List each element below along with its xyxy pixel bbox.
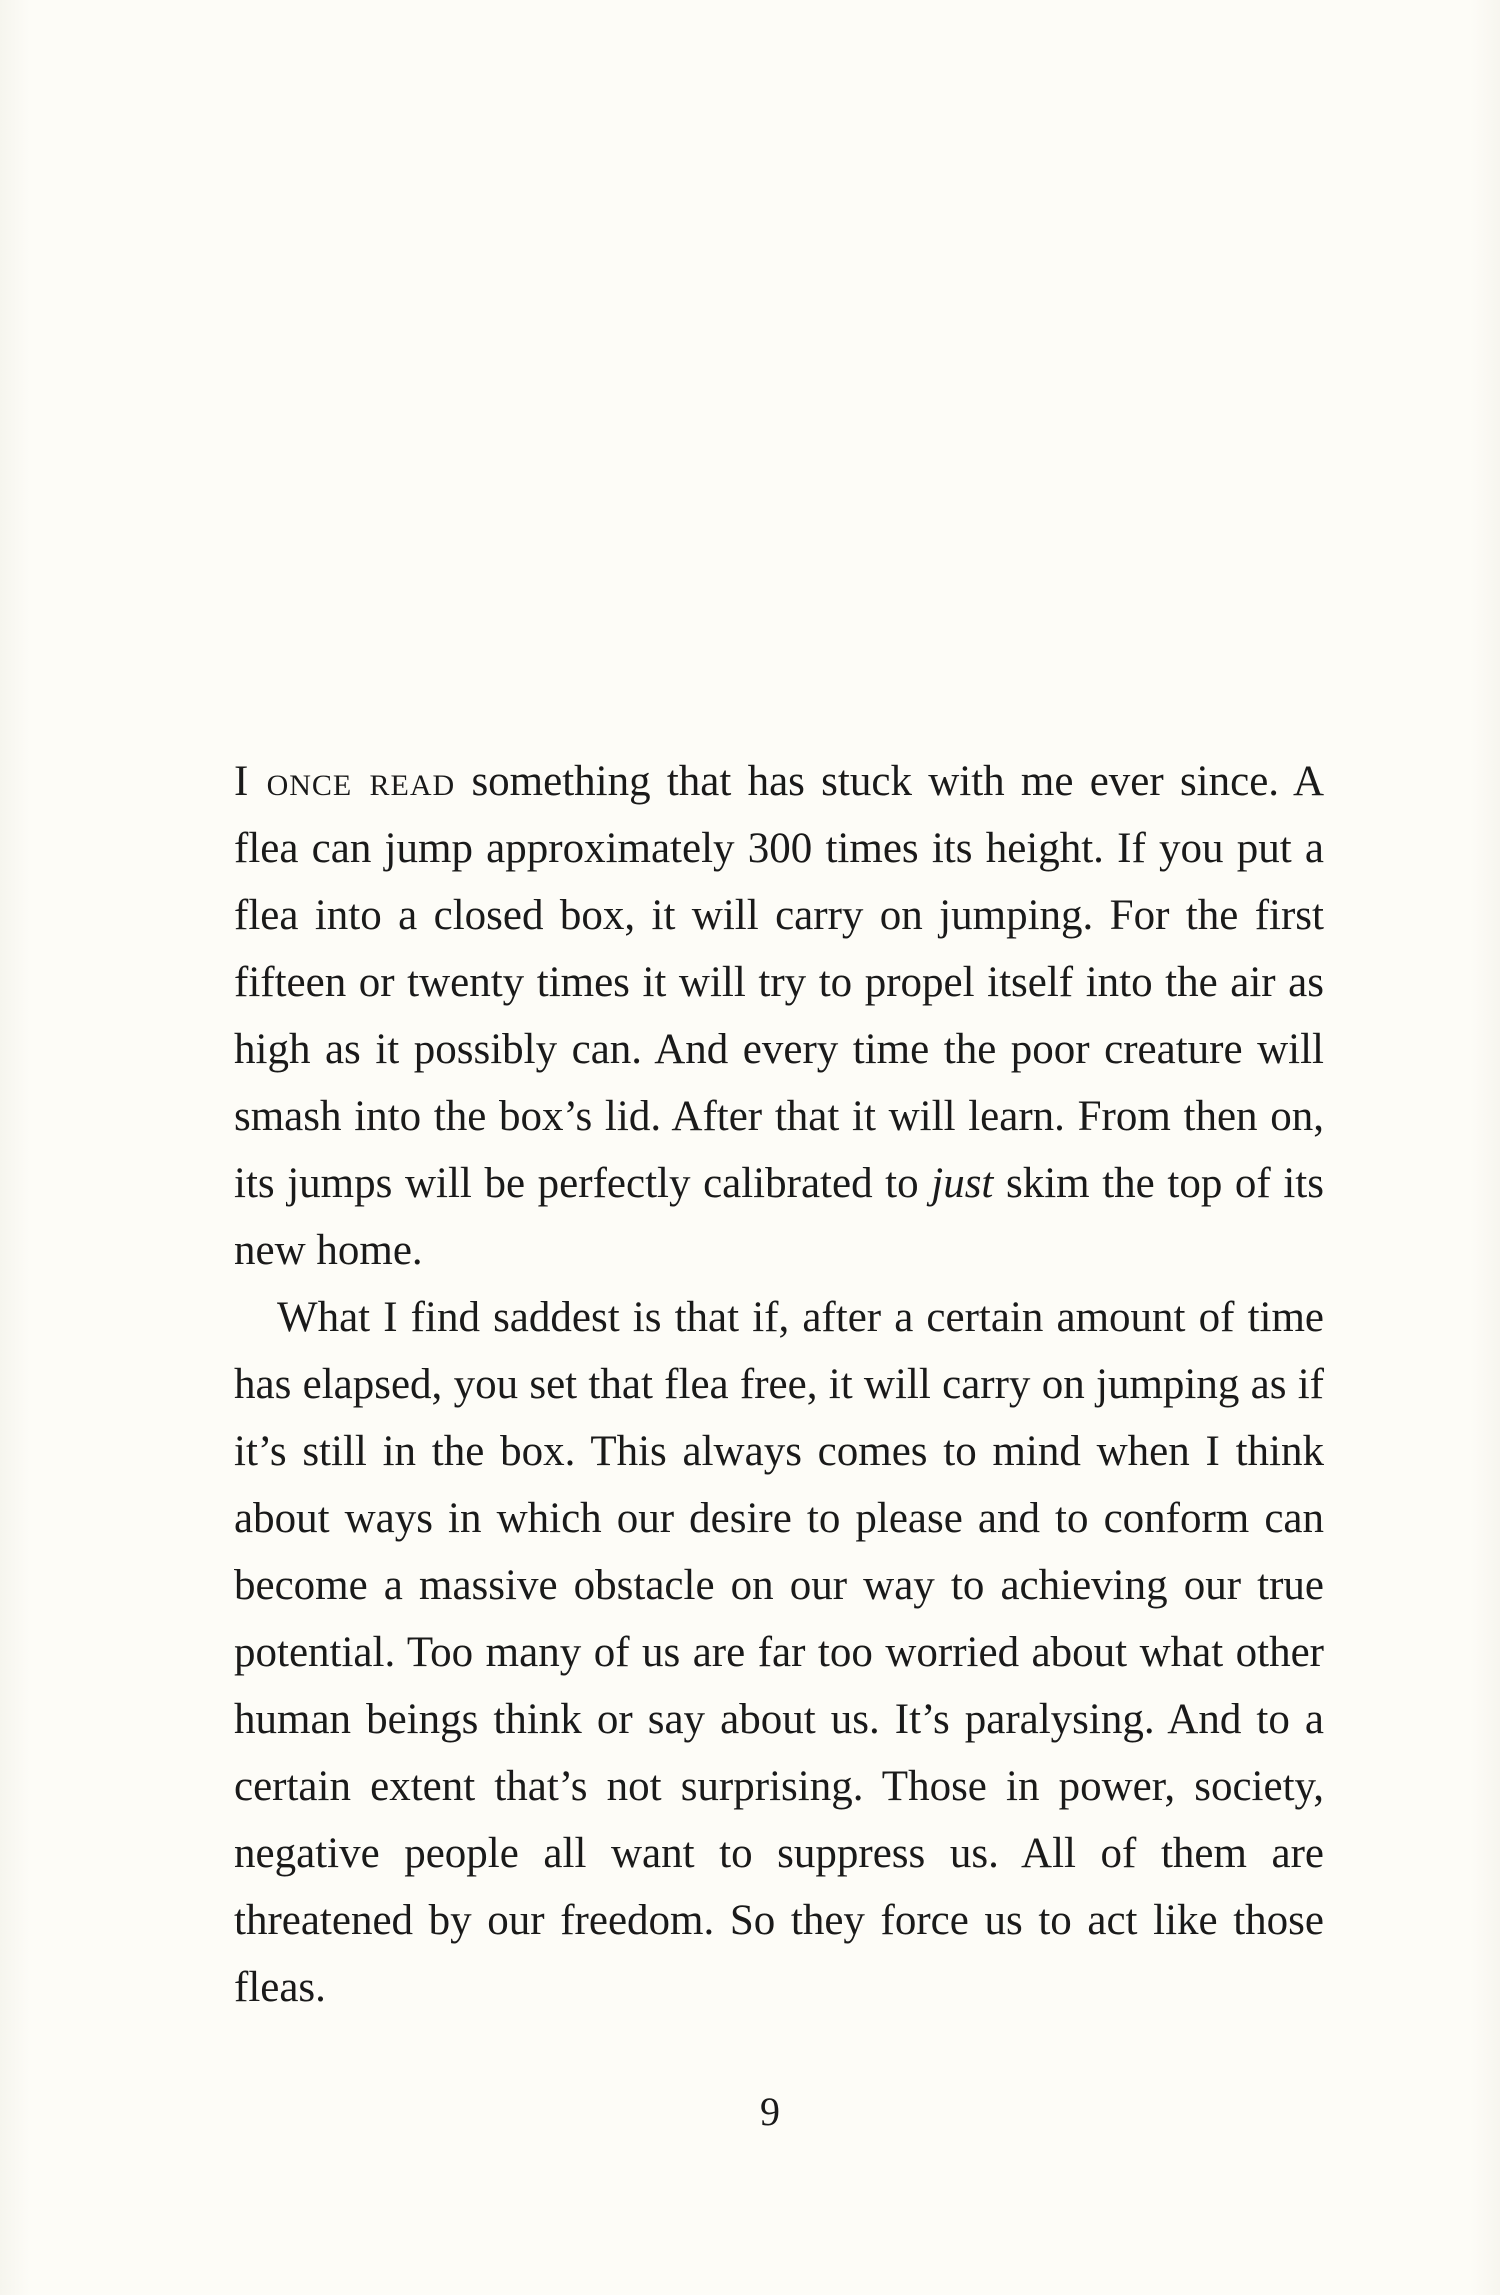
lead-in-smallcaps: I once read (234, 758, 456, 805)
paragraph-1-text: something that has stuck with me ever since. A flea can jump approximately 300 times its height. If you put a flea into a closed box, it will carry on jumping. For the first fifteen or twenty times it will try to propel itself into the air as high as it possibly can. And every time the poor creature will smash into the box’s lid. After that it will learn. From then on, its jumps will be perfectly calibrated to (234, 758, 1324, 1207)
page-number: 9 (760, 2089, 780, 2134)
body-text (234, 748, 1324, 2021)
paragraph-2: What I find saddest is that if, after a certain amount of time has elapsed, you set that flea free, it will carry on jumping as if it’s still in the box. This always comes to mind when I think about ways in which our desire to please and to conform can become a massive obstacle on our way to achieving our true potential. Too many of us are far too worried about what other human beings think or say about us. It’s paralysing. And to a certain extent that’s not surprising. Those in power, society, negative people all want to suppress us. All of them are threatened by our freedom. So they force us to act like those fleas. (234, 1294, 1324, 2011)
emphasis-just: just (931, 1160, 994, 1207)
paragraph-1-ending: skim the top of its new home. (234, 1160, 1324, 1274)
paragraph-1 (234, 748, 1324, 1284)
